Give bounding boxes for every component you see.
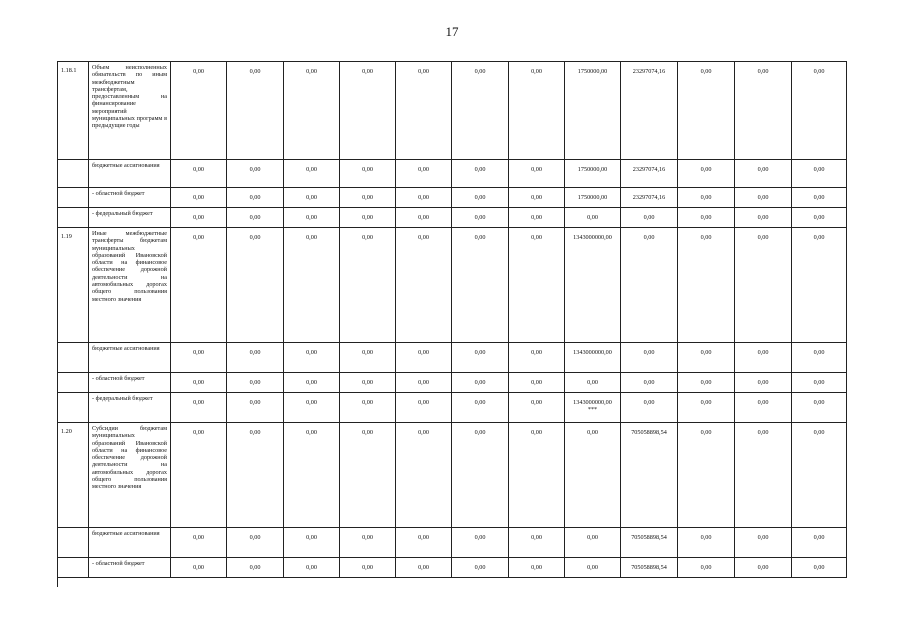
value-cell: 0,00 xyxy=(396,228,452,343)
row-code xyxy=(58,528,89,558)
value-cell: 0,00 xyxy=(340,160,396,188)
value-cell: 0,00 xyxy=(792,393,847,423)
value-cell: 0,00 xyxy=(396,558,452,578)
budget-table xyxy=(57,61,847,578)
value-cell: 0,00 xyxy=(227,558,284,578)
value-cell: 0,00 xyxy=(678,62,735,160)
value-cell: 0,00 xyxy=(396,62,452,160)
value-cell: 0,00 xyxy=(171,373,227,393)
value-cell: 1343000000,00 xyxy=(565,343,621,373)
value-cell: 0,00 xyxy=(227,160,284,188)
value-cell: 0,00 xyxy=(340,228,396,343)
value-cell: 0,00 xyxy=(565,423,621,528)
value-cell: 0,00 xyxy=(227,373,284,393)
row-name: Иные межбюджетные трансферты бюджетам муниципальных образований Ивановской области на финансовое обеспечение дорожной деятельности на автомобильных дорогах общего пользования местного значения xyxy=(89,228,171,343)
value-cell: 23297074,16 xyxy=(621,62,678,160)
table-row xyxy=(58,558,847,578)
page-number: 17 xyxy=(445,24,459,39)
row-name: - областной бюджет xyxy=(89,188,171,208)
value-cell: 0,00 xyxy=(452,528,509,558)
value-cell: 0,00 xyxy=(452,343,509,373)
value-cell: 0,00 xyxy=(284,160,340,188)
value-cell: 0,00 xyxy=(171,528,227,558)
value-cell: 0,00 xyxy=(284,528,340,558)
value-cell: 0,00 xyxy=(678,393,735,423)
value-cell: 0,00 xyxy=(735,188,792,208)
table-row xyxy=(58,373,847,393)
value-cell: 0,00 xyxy=(735,558,792,578)
table-row xyxy=(58,188,847,208)
value-cell: 0,00 xyxy=(452,228,509,343)
value-cell: 0,00 xyxy=(396,393,452,423)
value-cell: 0,00 xyxy=(340,62,396,160)
row-code xyxy=(58,373,89,393)
table-body xyxy=(58,62,847,578)
value-cell: 0,00 xyxy=(171,343,227,373)
table-row xyxy=(58,228,847,343)
row-code xyxy=(58,393,89,423)
value-cell: 0,00 xyxy=(678,373,735,393)
value-cell: 705058898,54 xyxy=(621,528,678,558)
value-cell: 0,00 xyxy=(509,373,565,393)
row-code xyxy=(58,343,89,373)
value-cell: 0,00 xyxy=(396,423,452,528)
value-cell: 0,00 xyxy=(565,528,621,558)
value-cell: 0,00 xyxy=(340,528,396,558)
value-cell: 0,00 xyxy=(284,393,340,423)
value-cell: 1343000000,00 *** xyxy=(565,393,621,423)
value-cell: 705058898,54 xyxy=(621,423,678,528)
value-cell: 0,00 xyxy=(452,160,509,188)
table-row xyxy=(58,423,847,528)
value-cell: 0,00 xyxy=(678,188,735,208)
value-cell: 0,00 xyxy=(735,423,792,528)
value-cell: 0,00 xyxy=(792,160,847,188)
row-name: бюджетные ассигнования xyxy=(89,160,171,188)
value-cell: 0,00 xyxy=(452,558,509,578)
value-cell: 0,00 xyxy=(621,343,678,373)
value-cell: 0,00 xyxy=(735,228,792,343)
value-cell: 0,00 xyxy=(509,208,565,228)
value-cell: 0,00 xyxy=(284,208,340,228)
row-name: бюджетные ассигнования xyxy=(89,528,171,558)
value-cell: 0,00 xyxy=(340,393,396,423)
value-cell: 0,00 xyxy=(284,188,340,208)
value-cell: 0,00 xyxy=(509,558,565,578)
value-cell: 0,00 xyxy=(396,208,452,228)
value-cell: 0,00 xyxy=(452,208,509,228)
table-row xyxy=(58,393,847,423)
value-cell: 0,00 xyxy=(792,528,847,558)
value-cell: 0,00 xyxy=(284,62,340,160)
value-cell: 1343000000,00 xyxy=(565,228,621,343)
value-cell: 0,00 xyxy=(735,373,792,393)
row-name: - областной бюджет xyxy=(89,558,171,578)
value-cell: 0,00 xyxy=(678,160,735,188)
value-cell: 0,00 xyxy=(227,188,284,208)
value-cell: 1750000,00 xyxy=(565,188,621,208)
value-cell: 0,00 xyxy=(792,558,847,578)
value-cell: 0,00 xyxy=(792,62,847,160)
value-cell: 0,00 xyxy=(227,343,284,373)
value-cell: 0,00 xyxy=(509,423,565,528)
row-name: Объем неисполненных обязательств по иным межбюджетным трансфертам, предоставленным на финансирование мероприятий муниципальных программ в предыдущие годы xyxy=(89,62,171,160)
row-code xyxy=(58,558,89,578)
value-cell: 0,00 xyxy=(792,228,847,343)
value-cell: 0,00 xyxy=(284,558,340,578)
value-cell: 0,00 xyxy=(792,343,847,373)
row-code xyxy=(58,188,89,208)
value-cell: 0,00 xyxy=(340,343,396,373)
value-cell: 0,00 xyxy=(171,188,227,208)
row-name: - федеральный бюджет xyxy=(89,208,171,228)
value-cell: 23297074,16 xyxy=(621,160,678,188)
value-cell: 0,00 xyxy=(678,558,735,578)
value-cell: 0,00 xyxy=(509,393,565,423)
value-cell: 0,00 xyxy=(735,208,792,228)
row-code: 1.19 xyxy=(58,228,89,343)
value-cell: 0,00 xyxy=(792,423,847,528)
value-cell: 0,00 xyxy=(396,373,452,393)
value-cell: 0,00 xyxy=(171,160,227,188)
value-cell: 0,00 xyxy=(227,393,284,423)
value-cell: 0,00 xyxy=(621,393,678,423)
value-cell: 0,00 xyxy=(227,228,284,343)
value-cell: 0,00 xyxy=(565,558,621,578)
value-cell: 0,00 xyxy=(227,423,284,528)
value-cell: 0,00 xyxy=(171,208,227,228)
row-name: Субсидии бюджетам муниципальных образований Ивановской области на финансовое обеспечение дорожной деятельности на автомобильных дорогах общего пользования местного значения xyxy=(89,423,171,528)
value-cell: 0,00 xyxy=(735,343,792,373)
value-cell: 0,00 xyxy=(340,423,396,528)
value-cell: 0,00 xyxy=(171,228,227,343)
row-name: - федеральный бюджет xyxy=(89,393,171,423)
value-cell: 0,00 xyxy=(284,343,340,373)
value-cell: 0,00 xyxy=(792,208,847,228)
value-cell: 23297074,16 xyxy=(621,188,678,208)
value-cell: 0,00 xyxy=(171,558,227,578)
value-cell: 0,00 xyxy=(171,423,227,528)
row-code xyxy=(58,208,89,228)
value-cell: 0,00 xyxy=(340,188,396,208)
value-cell: 0,00 xyxy=(396,160,452,188)
value-cell: 0,00 xyxy=(171,62,227,160)
table-row xyxy=(58,343,847,373)
value-cell: 0,00 xyxy=(621,373,678,393)
value-cell: 0,00 xyxy=(396,343,452,373)
value-cell: 0,00 xyxy=(565,208,621,228)
value-cell: 0,00 xyxy=(621,228,678,343)
value-cell: 0,00 xyxy=(509,228,565,343)
row-code xyxy=(58,160,89,188)
value-cell: 0,00 xyxy=(227,208,284,228)
value-cell: 0,00 xyxy=(565,373,621,393)
table-row xyxy=(58,62,847,160)
value-cell: 0,00 xyxy=(621,208,678,228)
table-row xyxy=(58,160,847,188)
value-cell: 0,00 xyxy=(340,558,396,578)
value-cell: 0,00 xyxy=(227,62,284,160)
value-cell: 0,00 xyxy=(396,188,452,208)
value-cell: 0,00 xyxy=(509,343,565,373)
value-cell: 0,00 xyxy=(509,188,565,208)
table-row xyxy=(58,528,847,558)
value-cell: 0,00 xyxy=(452,62,509,160)
table-continuation-line xyxy=(57,575,58,587)
value-cell: 0,00 xyxy=(735,160,792,188)
value-cell: 0,00 xyxy=(678,423,735,528)
value-cell: 705058898,54 xyxy=(621,558,678,578)
value-cell: 0,00 xyxy=(735,62,792,160)
value-cell: 0,00 xyxy=(340,208,396,228)
value-cell: 0,00 xyxy=(452,423,509,528)
value-cell: 0,00 xyxy=(509,160,565,188)
row-name: бюджетные ассигнования xyxy=(89,343,171,373)
value-cell: 0,00 xyxy=(792,188,847,208)
value-cell: 0,00 xyxy=(284,228,340,343)
value-cell: 0,00 xyxy=(509,62,565,160)
value-cell: 0,00 xyxy=(678,228,735,343)
row-code: 1.20 xyxy=(58,423,89,528)
value-cell: 0,00 xyxy=(284,423,340,528)
value-cell: 0,00 xyxy=(509,528,565,558)
table-row xyxy=(58,208,847,228)
value-cell: 0,00 xyxy=(340,373,396,393)
value-cell: 0,00 xyxy=(735,393,792,423)
value-cell: 1750000,00 xyxy=(565,160,621,188)
value-cell: 0,00 xyxy=(678,343,735,373)
row-name: - областной бюджет xyxy=(89,373,171,393)
value-cell: 0,00 xyxy=(735,528,792,558)
value-cell: 1750000,00 xyxy=(565,62,621,160)
value-cell: 0,00 xyxy=(396,528,452,558)
value-cell: 0,00 xyxy=(678,528,735,558)
value-cell: 0,00 xyxy=(452,393,509,423)
value-cell: 0,00 xyxy=(171,393,227,423)
value-cell: 0,00 xyxy=(452,188,509,208)
value-cell: 0,00 xyxy=(452,373,509,393)
value-cell: 0,00 xyxy=(227,528,284,558)
row-code: 1.18.1 xyxy=(58,62,89,160)
value-cell: 0,00 xyxy=(284,373,340,393)
value-cell: 0,00 xyxy=(678,208,735,228)
value-cell: 0,00 xyxy=(792,373,847,393)
